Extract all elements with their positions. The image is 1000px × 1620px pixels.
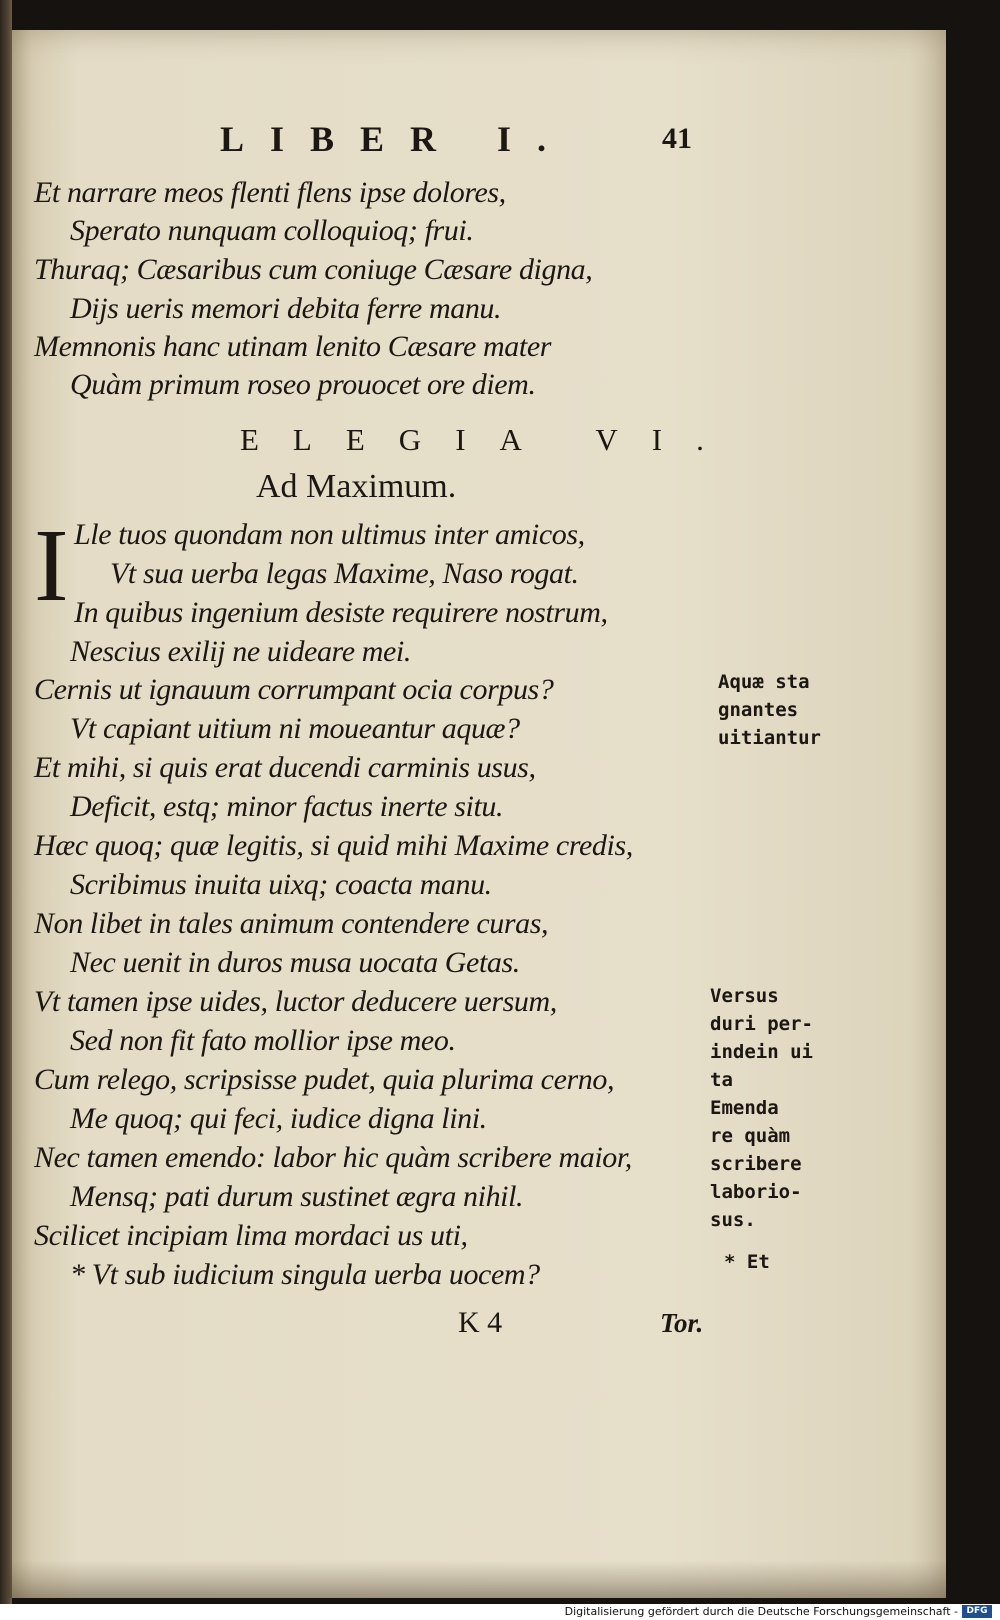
verse-line: Vt capiant uitium ni moueantur aquæ? bbox=[70, 712, 520, 745]
marginal-note: Aquæ sta gnantes uitiantur bbox=[718, 671, 821, 749]
verse-line: Hæc quoq; quæ legitis, si quid mihi Maxime credis, bbox=[34, 829, 633, 862]
verse-line: Dijs ueris memori debita ferre manu. bbox=[70, 292, 502, 325]
elegy-title: Ad Maximum. bbox=[256, 468, 457, 505]
verse-line: Sperato nunquam colloquioq; frui. bbox=[70, 214, 474, 247]
verse-line: Nec tamen emendo: labor hic quàm scribere maior, bbox=[34, 1141, 632, 1174]
verse-line: Me quoq; qui feci, iudice digna lini. bbox=[70, 1102, 487, 1135]
marginal-note: * Et bbox=[724, 1251, 770, 1273]
verse-line: Nec uenit in duros musa uocata Getas. bbox=[70, 946, 520, 979]
verse-line: Et mihi, si quis erat ducendi carminis usus, bbox=[34, 751, 536, 784]
dfg-logo: DFG bbox=[962, 1605, 992, 1618]
elegy-heading: ELEGIA VI. bbox=[240, 422, 738, 457]
verse-line: Cernis ut ignauum corrumpant ocia corpus? bbox=[34, 673, 554, 706]
verse-line: Memnonis hanc utinam lenito Cæsare mater bbox=[34, 330, 552, 363]
verse-line: Thuraq; Cæsaribus cum coniuge Cæsare digna, bbox=[34, 253, 593, 286]
verse-line: Nescius exilij ne uideare mei. bbox=[70, 635, 411, 668]
verse-line: Deficit, estq; minor factus inerte situ. bbox=[70, 790, 504, 823]
verse-line: Mensq; pati durum sustinet ægra nihil. bbox=[70, 1180, 524, 1213]
folio-number: 41 bbox=[662, 122, 692, 155]
running-head: LIBER I. bbox=[220, 119, 573, 159]
verse-line: Vt sua uerba legas Maxime, Naso rogat. bbox=[110, 557, 579, 590]
verse-line: Vt tamen ipse uides, luctor deducere uersum, bbox=[34, 985, 557, 1018]
verse-line: Scribimus inuita uixq; coacta manu. bbox=[70, 868, 492, 901]
verse-line: Cum relego, scripsisse pudet, quia plurima cerno, bbox=[34, 1063, 615, 1096]
signature-mark: K 4 bbox=[458, 1306, 503, 1339]
verse-line: Lle tuos quondam non ultimus inter amicos, bbox=[74, 518, 585, 551]
digitization-credit: Digitalisierung gefördert durch die Deutsche Forschungsgemeinschaft - bbox=[564, 1605, 958, 1618]
verse-line: Et narrare meos flenti flens ipse dolores, bbox=[34, 176, 506, 209]
verse-line: Non libet in tales animum contendere curas, bbox=[34, 907, 549, 940]
page-bottom-edge bbox=[8, 1560, 946, 1598]
marginal-note: Versus duri per- indein ui ta Emenda re quàm scribere laborio- sus. bbox=[710, 985, 813, 1231]
book-spine bbox=[0, 0, 12, 1620]
verse-line: Scilicet incipiam lima mordaci us uti, bbox=[34, 1219, 468, 1252]
verse-line: Sed non fit fato mollior ipse meo. bbox=[70, 1024, 456, 1057]
verse-line: * Vt sub iudicium singula uerba uocem? bbox=[70, 1258, 540, 1291]
verse-line: Quàm primum roseo prouocet ore diem. bbox=[70, 368, 536, 401]
drop-cap: I bbox=[34, 508, 69, 623]
verse-line: In quibus ingenium desiste requirere nostrum, bbox=[74, 596, 608, 629]
catchword: Tor. bbox=[660, 1308, 704, 1338]
